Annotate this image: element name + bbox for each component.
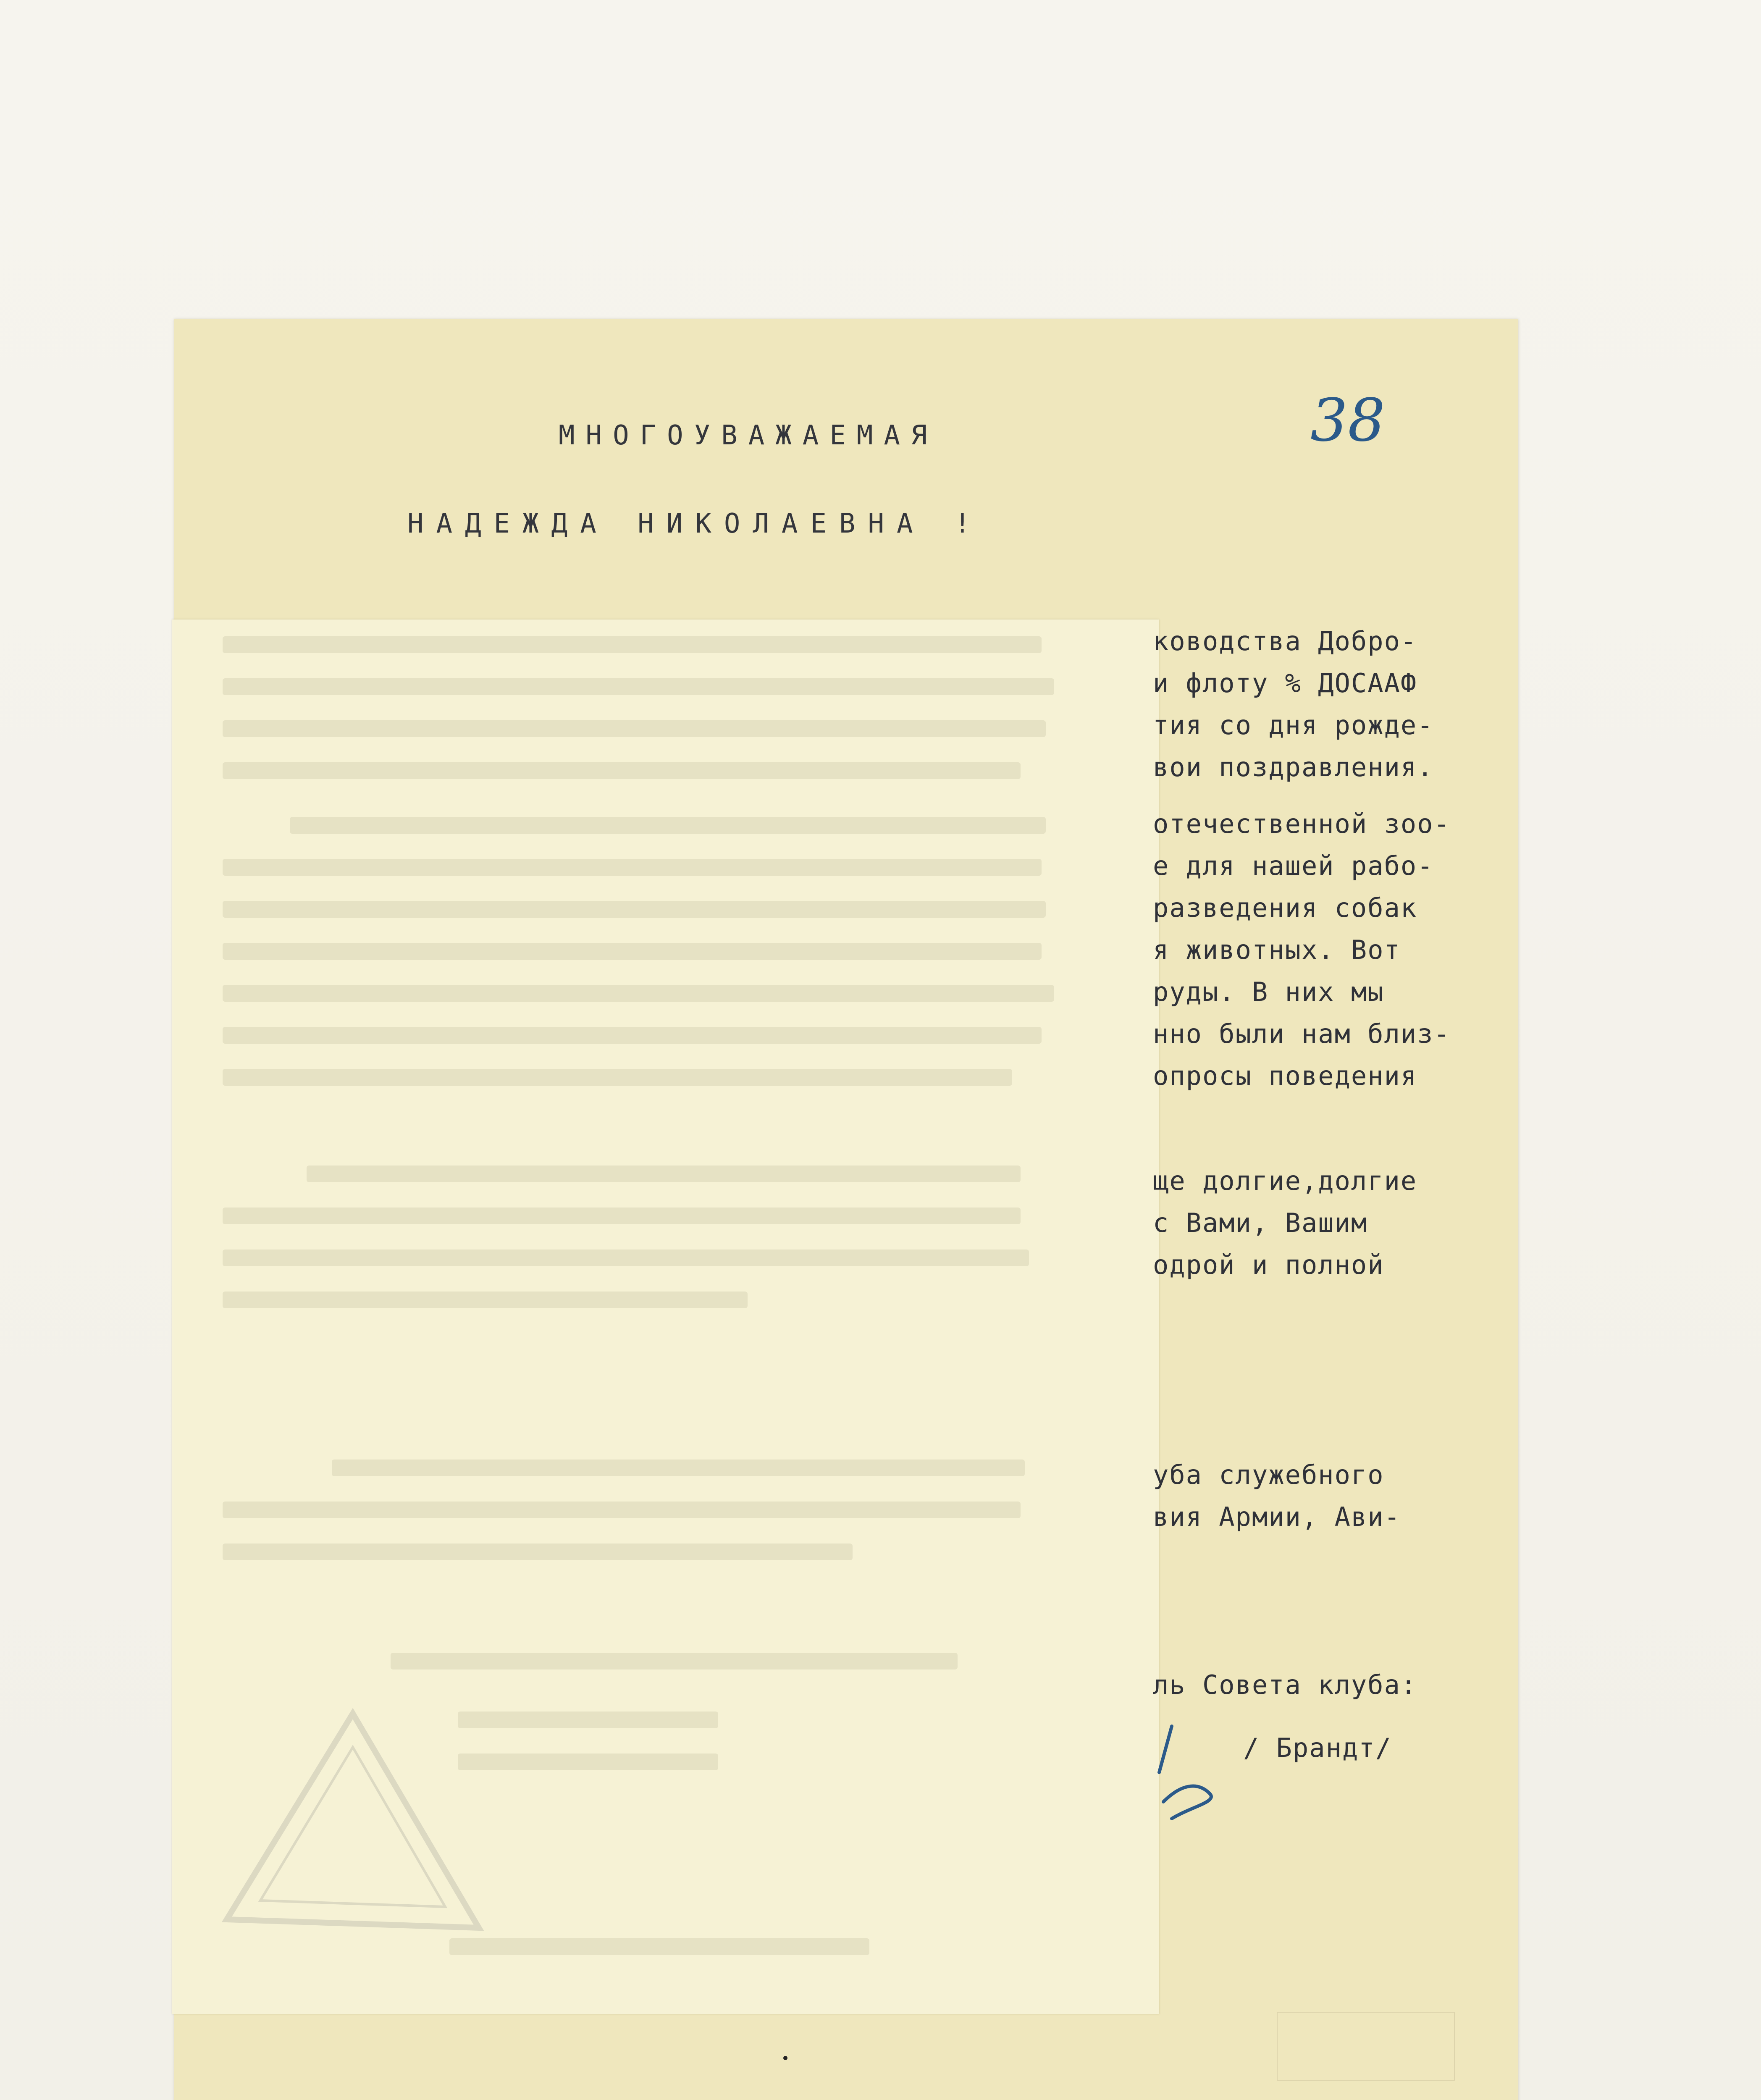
ghost-line	[223, 1027, 1042, 1044]
ghost-line	[223, 678, 1054, 695]
ghost-line	[391, 1653, 958, 1670]
ghost-line	[223, 901, 1046, 918]
text-fragment-11: опросы поведения	[1153, 1060, 1417, 1091]
ghost-line	[307, 1166, 1021, 1182]
ghost-stamp-icon	[218, 1701, 487, 1945]
ghost-line	[223, 762, 1021, 779]
ghost-line	[223, 1292, 748, 1308]
text-fragment-16: вия Армии, Ави-	[1153, 1502, 1401, 1532]
ghost-line	[223, 1544, 853, 1560]
ghost-line	[290, 817, 1046, 834]
text-fragment-6: е для нашей рабо-	[1153, 850, 1434, 881]
text-fragment-3: тия со дня рожде-	[1153, 710, 1434, 740]
text-fragment-12: ще долгие,долгие	[1153, 1166, 1417, 1196]
text-fragment-9: руды. В них мы	[1153, 976, 1384, 1007]
text-fragment-13: с Вами, Вашим	[1153, 1208, 1368, 1238]
ghost-line	[223, 1069, 1012, 1086]
ghost-line	[332, 1460, 1025, 1476]
ghost-line	[223, 1208, 1021, 1224]
text-fragment-8: я животных. Вот	[1153, 934, 1401, 965]
text-fragment-7: разведения собак	[1153, 892, 1417, 923]
faint-archive-stamp	[1277, 2012, 1455, 2081]
text-fragment-14: одрой и полной	[1153, 1250, 1384, 1280]
text-fragment-4: вои поздравления.	[1153, 752, 1434, 782]
salutation-line-2: НАДЕЖДА НИКОЛАЕВНА !	[407, 508, 983, 539]
text-fragment-2: и флоту % ДОСААФ	[1153, 668, 1417, 698]
salutation-line-1: МНОГОУВАЖАЕМАЯ	[559, 420, 938, 451]
ghost-line	[223, 1250, 1029, 1266]
ghost-line	[223, 1502, 1021, 1518]
ghost-line	[223, 720, 1046, 737]
ghost-line	[223, 636, 1042, 653]
text-fragment-17: ль Совета клуба:	[1153, 1670, 1417, 1700]
ghost-line	[223, 985, 1054, 1002]
text-fragment-5: отечественной зоо-	[1153, 808, 1450, 839]
folio-number: 38	[1310, 386, 1386, 455]
text-fragment-1: ководства Добро-	[1153, 626, 1417, 656]
ghost-line	[458, 1754, 718, 1770]
text-fragment-10: нно были нам близ-	[1153, 1018, 1450, 1049]
ghost-line	[458, 1712, 718, 1728]
ghost-line	[449, 1938, 869, 1955]
signature-stroke-icon	[1147, 1718, 1231, 1827]
text-fragment-18: / Брандт/	[1243, 1732, 1392, 1763]
paper-speck	[783, 2056, 787, 2060]
text-fragment-15: уба служебного	[1153, 1460, 1384, 1490]
ghost-line	[223, 859, 1042, 876]
ghost-line	[223, 943, 1042, 960]
